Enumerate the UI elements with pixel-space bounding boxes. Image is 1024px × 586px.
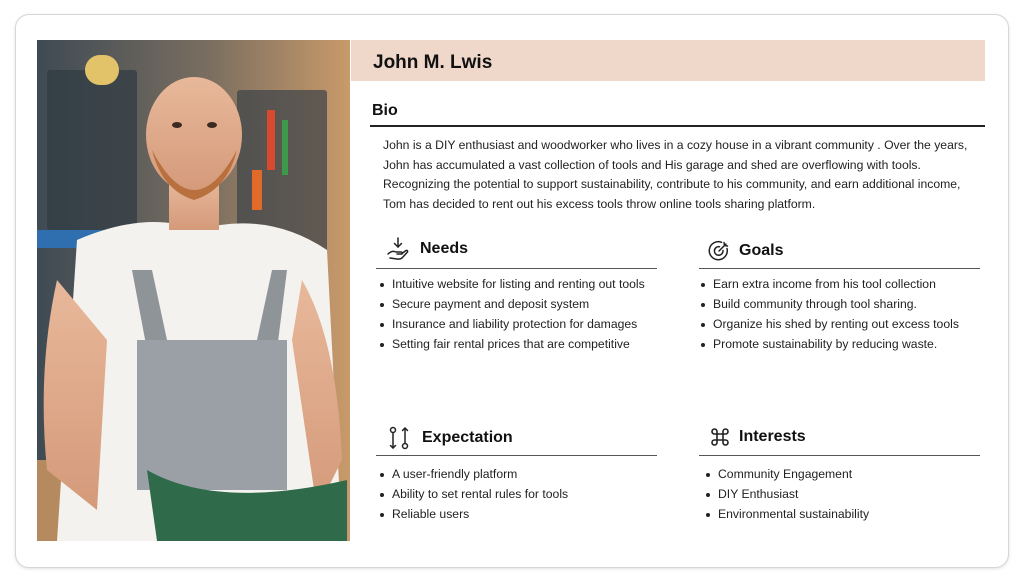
name-header — [351, 40, 985, 81]
goals-title: Goals — [739, 242, 784, 259]
expectation-title: Expectation — [422, 429, 513, 446]
list-item: Insurance and liability protection for damages — [378, 314, 645, 334]
target-icon — [708, 239, 730, 263]
list-item: Reliable users — [378, 504, 568, 524]
needs-title: Needs — [420, 240, 469, 257]
interests-header — [709, 425, 806, 449]
persona-name: John M. Lwis — [373, 52, 493, 73]
persona-photo — [37, 40, 350, 541]
list-item: Setting fair rental prices that are competitive — [378, 334, 645, 354]
interests-divider — [699, 455, 980, 456]
needs-list — [378, 274, 645, 354]
flow-path-icon — [388, 426, 410, 450]
list-item: A user-friendly platform — [378, 464, 568, 484]
goals-list — [699, 274, 959, 354]
goals-divider — [699, 268, 980, 269]
list-item: DIY Enthusiast — [704, 484, 869, 504]
expectation-divider — [376, 455, 657, 456]
bio-divider — [370, 125, 985, 127]
bio-text: John is a DIY enthusiast and woodworker who lives in a cozy house in a vibrant community . Over the years, John has accumulated a vast collection of tools and His garage and shed are overflowing with tools. Recognizing the potential to support sustainability, contribute to his community, and earn additional income, Tom has decided to rent out his excess tools throw online tools sharing platform. — [383, 138, 968, 211]
list-item: Secure payment and deposit system — [378, 294, 645, 314]
list-item: Organize his shed by renting out excess tools — [699, 314, 959, 334]
needs-divider — [376, 268, 657, 269]
expectation-list — [378, 464, 568, 524]
list-item: Ability to set rental rules for tools — [378, 484, 568, 504]
command-key-icon — [709, 425, 731, 449]
list-item: Community Engagement — [704, 464, 869, 484]
goals-header — [708, 239, 783, 263]
list-item: Promote sustainability by reducing waste. — [699, 334, 959, 354]
hand-download-icon — [386, 237, 410, 261]
list-item: Earn extra income from his tool collection — [699, 274, 959, 294]
interests-title: Interests — [739, 428, 806, 445]
list-item: Intuitive website for listing and renting out tools — [378, 274, 645, 294]
list-item: Build community through tool sharing. — [699, 294, 959, 314]
needs-header — [386, 237, 468, 261]
list-item: Environmental sustainability — [704, 504, 869, 524]
expectation-header — [388, 426, 513, 450]
bio-title: Bio — [372, 102, 398, 119]
interests-list — [704, 464, 869, 524]
